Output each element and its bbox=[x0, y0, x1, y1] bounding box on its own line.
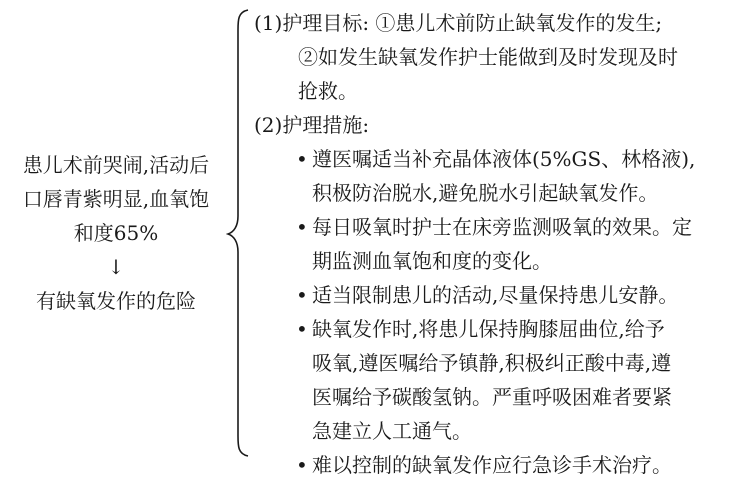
goals-line: 抢救。 bbox=[298, 79, 358, 103]
condition-line: 口唇青紫明显,血氧饱 bbox=[22, 187, 210, 211]
measure-text: 遵医嘱适当补充晶体液体(5%GS、林格液), bbox=[312, 147, 696, 171]
care-plan bbox=[254, 6, 740, 482]
measures-title: (2)护理措施: bbox=[254, 113, 370, 137]
bullet-icon: • bbox=[296, 283, 308, 307]
measure-text: 急建立人工通气。 bbox=[312, 419, 472, 443]
measure-text: 吸氧,遵医嘱给予镇静,积极纠正酸中毒,遵 bbox=[312, 351, 672, 375]
measure-text: 适当限制患儿的活动,尽量保持患儿安静。 bbox=[312, 283, 679, 307]
risk-label: 有缺氧发作的危险 bbox=[36, 289, 196, 313]
goals-line: ②如发生缺氧发作护士能做到及时发现及时 bbox=[298, 45, 678, 69]
bullet-icon: • bbox=[296, 317, 308, 341]
measure-item bbox=[254, 312, 740, 448]
measure-item bbox=[254, 278, 740, 312]
measure-item bbox=[254, 448, 740, 482]
measure-text: 难以控制的缺氧发作应行急诊手术治疗。 bbox=[312, 453, 672, 477]
down-arrow-icon: ↓ bbox=[107, 255, 125, 279]
bullet-icon: • bbox=[296, 453, 308, 477]
curly-brace bbox=[226, 8, 252, 458]
condition-line: 患儿术前哭闹,活动后 bbox=[22, 153, 210, 177]
measure-text: 每日吸氧时护士在床旁监测吸氧的效果。定 bbox=[312, 215, 692, 239]
measure-item bbox=[254, 210, 740, 278]
measure-item bbox=[254, 142, 740, 210]
measure-text: 积极防治脱水,避免脱水引起缺氧发作。 bbox=[312, 181, 659, 205]
bullet-icon: • bbox=[296, 147, 308, 171]
measure-text: 缺氧发作时,将患儿保持胸膝屈曲位,给予 bbox=[312, 317, 665, 341]
condition-line: 和度65% bbox=[73, 221, 159, 245]
goals-line: (1)护理目标: ①患儿术前防止缺氧发作的发生; bbox=[254, 11, 663, 35]
measure-text: 医嘱给予碳酸氢钠。严重呼吸困难者要紧 bbox=[312, 385, 672, 409]
condition-block bbox=[0, 148, 232, 318]
measure-text: 期监测血氧饱和度的变化。 bbox=[312, 249, 552, 273]
bullet-icon: • bbox=[296, 215, 308, 239]
